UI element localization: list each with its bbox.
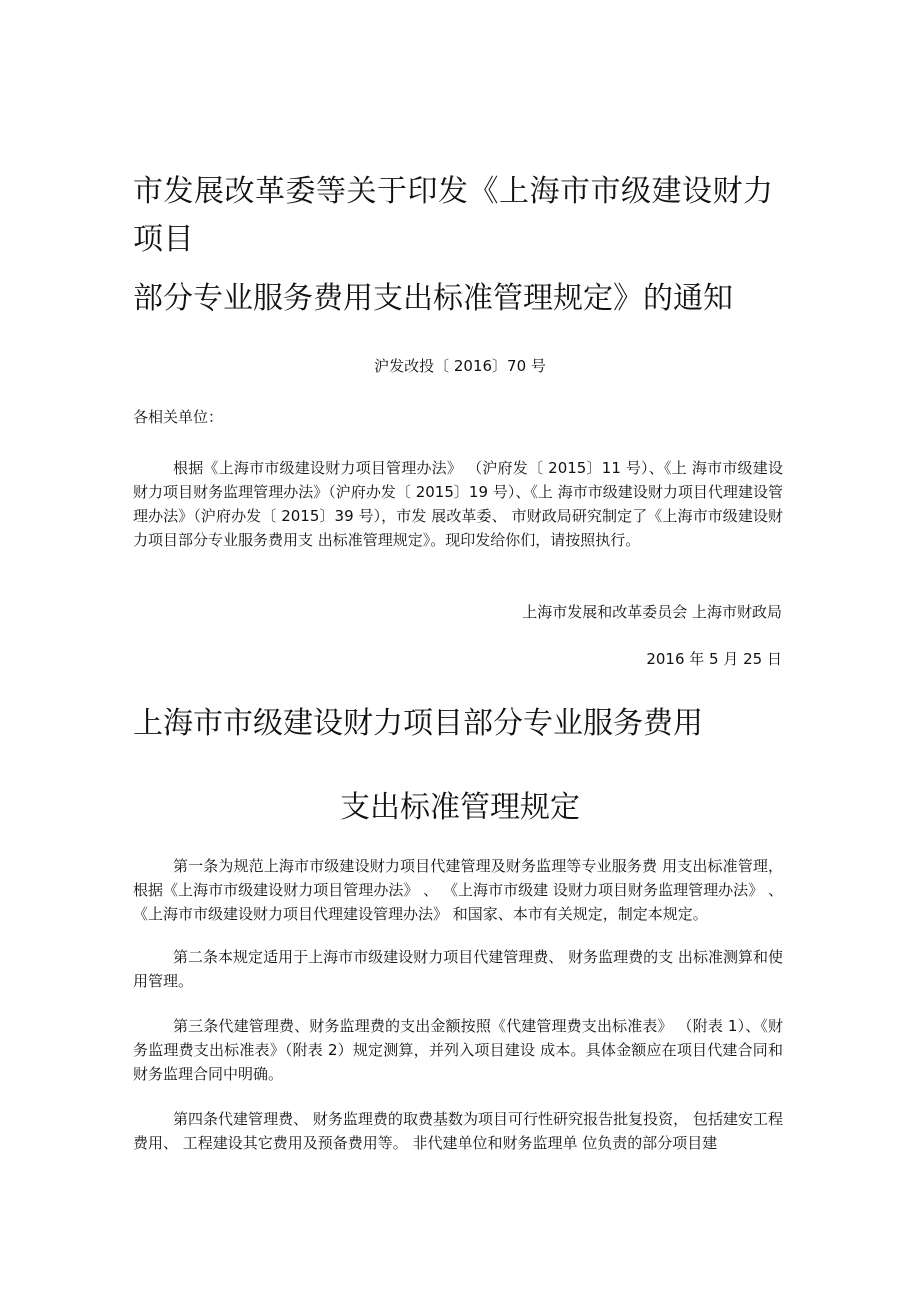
regulation-title-line2: 支出标准管理规定 [340,790,580,825]
document-number: 沪发改投〔 2016〕70 号 [374,357,546,375]
article-3: 第三条代建管理费、财务监理费的支出金额按照《代建管理费支出标准表》 （附表 1）、《财务监理费支出标准表》（附表 2）规定测算，并列入项目建设 成本。具体金额应在项目代建合同和财务监理合同中明确。 [133,1017,783,1083]
issue-date: 2016 年 5 月 25 日 [646,650,782,668]
notice-title-line1: 市发展改革委等关于印发《上海市市级建设财力项目 [133,174,774,257]
notice-body: 根据《上海市市级建设财力项目管理办法》 （沪府发〔 2015〕11 号）、《上 海市市级建设财力项目财务监理管理办法》（沪府办发〔 2015〕19 号）、《上 海市市级建设财力项目代理建设管理办法》（沪府办发〔 2015〕39 号），市发 展改革委、 市财政局研究制定了《上海市市级建设财力项目部分专业服务费用支 出标准管理规定》。现印发给你们，请按照执行。 [133,459,783,549]
article-4: 第四条代建管理费、 财务监理费的取费基数为项目可行性研究报告批复投资， 包括建安工程费用、 工程建设其它费用及预备费用等。 非代建单位和财务监理单 位负责的部分项目建 [133,1110,783,1152]
article-1: 第一条为规范上海市市级建设财力项目代建管理及财务监理等专业服务费 用支出标准管理，根据《上海市市级建设财力项目管理办法》 、 《上海市市级建 设财力项目财务监理管理办法》 、《上海市市级建设财力项目代理建设管理办法》 和国家、本市有关规定，制定本规定。 [133,857,783,923]
signatories: 上海市发展和改革委员会 上海市财政局 [522,603,782,621]
regulation-title-line1: 上海市市级建设财力项目部分专业服务费用 [133,706,703,741]
salutation: 各相关单位： [133,408,224,426]
notice-title [133,168,793,264]
notice-title-line2: 部分专业服务费用支出标准管理规定》的通知 [133,281,733,316]
article-2: 第二条本规定适用于上海市市级建设财力项目代建管理费、 财务监理费的支 出标准测算和使用管理。 [133,948,783,990]
